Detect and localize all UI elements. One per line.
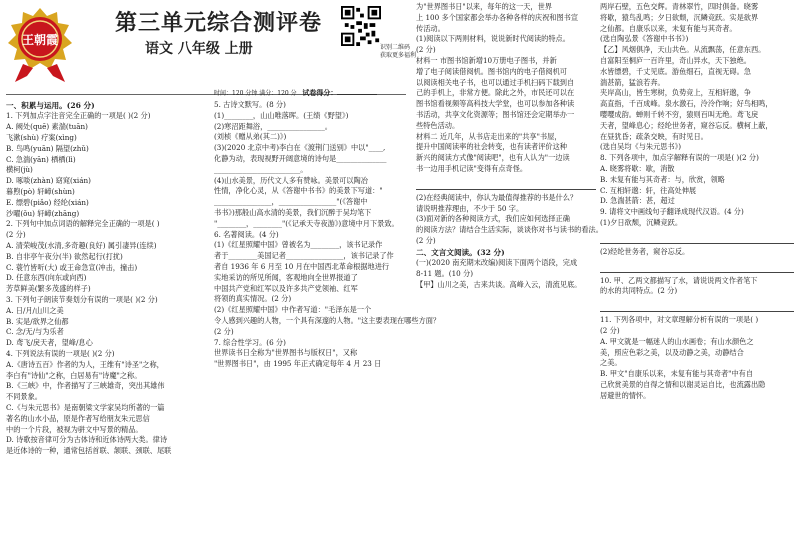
qr-caption <box>380 44 420 60</box>
text-line: A.《唐诗五百》作者的为人，王维有"诗圣"之称， <box>6 359 164 369</box>
text-line: 夹岸高山，皆生寒树，负势竞上，互相轩邈，争 <box>600 88 751 98</box>
text-line: 书活动，共享文化资源等；图书馆还会定期举办一 <box>416 109 575 119</box>
text-line: 的阅读方法？请结合生活实际，谈谈你对书与读书的看法。 <box>416 225 603 235</box>
text-line: 上 100 多个国家都会举办各种各样的庆祝和图书宣 <box>416 12 579 22</box>
text-line: 提升中国阅读率的社会转变，也有读者评价这种 <box>416 142 567 152</box>
text-line: 两岸石壁，五色交辉。青林翠竹，四时俱备。晓雾 <box>600 2 759 11</box>
text-line: (2 分) <box>600 325 620 335</box>
text-line: 书一边用手机记读"变得有点奇怪。 <box>416 163 528 173</box>
text-line: 6. 名著阅读。(4 分) <box>214 229 279 239</box>
text-line: 【甲】山川之美，古来共谈。高峰入云，清流见底。 <box>416 279 582 289</box>
text-line: 中国共产党和红军以及许多共产党领袖、红军 <box>214 283 358 293</box>
answer-blank[interactable] <box>600 232 794 244</box>
text-line: (4)山水美景，历代文人多有赞咏。美景可以陶冶 <box>214 175 368 185</box>
text-line: 著名的山水小品，原是作者写给朋友朱元思信 <box>6 413 150 423</box>
text-line: 高直指，千百成峰。泉水激石，泠泠作响；好鸟相鸣， <box>600 99 773 109</box>
text-line: 美，照应色彩之美，以及动静之美，动静结合 <box>600 347 744 357</box>
text-line: 世界读书日全称为"世界图书与版权日"，又称 <box>214 348 358 358</box>
text-line: A. 晓雾将歇：歇，消散 <box>600 163 675 173</box>
text-line: 2. 下列句中加点词语的解释完全正确的一项是( ) <box>6 219 160 229</box>
text-line: 李白有"诗仙"之称，白居易有"诗魔"之称。 <box>6 370 142 380</box>
text-line: 8-11 题。(10 分) <box>416 268 474 278</box>
answer-blank[interactable] <box>600 300 794 312</box>
text-line: 不同景象。 <box>6 392 42 402</box>
text-line: (2 分) <box>6 230 26 240</box>
text-line: (3)面对新的各种阅读方式，我们应如何选择正确 <box>416 214 570 224</box>
text-line: (一)(2020 南充期末改编)阅读下面两个语段，完成 <box>416 258 578 268</box>
text-line: (选自陶弘景《答谢中书书》) <box>600 34 689 44</box>
text-line: 是近体诗的一种，通常包括首联、颔联、颈联、尾联 <box>6 446 172 456</box>
text-line: C. 急湍(yān) 栖栖(lì) <box>6 154 76 164</box>
text-line: (1)夕日欲颓，沉鳞竞跃。 <box>600 217 683 227</box>
text-line: 传活动。 <box>416 23 445 33</box>
text-line: (选自吴均《与朱元思书》) <box>600 142 682 152</box>
text-line: 暮煦(pò) 轩嶂(shùn) <box>6 186 75 196</box>
text-line: 书书》)那般山高水清的美景，我们沉醉于吴均笔下 <box>214 207 372 217</box>
text-line: 沙曜(ǒu) 轩嶂(zhāng) <box>6 208 80 218</box>
text-line: 的水的共同特点。(2 分) <box>600 286 678 296</box>
text-line: D. 任意东西(向东或向西) <box>6 273 87 283</box>
text-line: (2)寒沼距舞浴，________________。 <box>214 121 332 131</box>
text-line: 8. 下列各项中，加点字解释有误的一项是( )(2 分) <box>600 153 759 163</box>
text-line: 增了电子阅读借阅机。图书馆内的电子借阅机可 <box>416 66 567 76</box>
text-line: C. 念/无/与为乐者 <box>6 327 64 337</box>
text-line: (2)在经典阅读中，你认为最值得推荐的书是什么？ <box>416 192 578 202</box>
text-line: 自富阳至桐庐一百许里，奇山异水，天下独绝。 <box>600 55 751 65</box>
text-line: 横柯(jù) <box>6 165 33 175</box>
text-line: B. 甲文"自康乐以来，未复有能与其奇者"中有自 <box>600 369 754 379</box>
text-line: 飞漱(shù) 疗案(xìng) <box>6 132 77 142</box>
text-line: (1)________，山山唯落晖。(王绩《野望》) <box>214 110 349 120</box>
text-line: B. 自非亭午夜分(半) 欲然起行(打扰) <box>6 251 123 261</box>
text-line: A. 甲文就是一幅迷人的山水画卷；有山水颜色之 <box>600 336 754 346</box>
text-line: 化静为动，表现视野开阔意境的诗句是______________ <box>214 153 387 163</box>
text-line: 材料二 近几年，从书店走出来的"共享"书屋， <box>416 131 562 141</box>
text-line: 10. 甲、乙两文都描写了水，请说说两文作者笔下 <box>600 275 758 285</box>
text-line: 己欣赏美景的自得之情和以谢灵运自比，也流露出隐 <box>600 379 766 389</box>
text-line: (2 分) <box>416 45 436 55</box>
text-line: ________________，________________"(《答谢中 <box>214 197 368 207</box>
qr-caption-line2: 获取更多福利 <box>380 51 417 59</box>
text-line: 芳草鲜美(繁多茂盛的样子) <box>6 284 91 294</box>
text-line: 实地采访的所见所闻，客观地向全世界报道了 <box>214 272 358 282</box>
text-line: (3)(2020 北京中考)李白在《渡荆门送别》中以"____, <box>214 143 386 153</box>
text-line: A. 阙处(quē) 素湍(tuān) <box>6 122 88 132</box>
text-line: 者于________美国记者________________，该书记录了作 <box>214 251 394 261</box>
text-line: 9. 请将文中画线句子翻译成现代汉语。(4 分) <box>600 207 744 217</box>
text-line: D. 急湍甚箭：甚，超过 <box>600 196 675 206</box>
text-line: E. 缥碧(piǎo) 经纶(xián) <box>6 197 89 207</box>
text-line: 新兴的阅读方式像"阅读吧"，也有人认为"一边读 <box>416 153 570 163</box>
text-line: 为"世界图书日"以来，每年的这一天，世界 <box>416 2 552 11</box>
qr-caption-line1: 识别二维码 <box>380 44 411 51</box>
text-line: D. 鸢飞/戾天者，望峰/息心 <box>6 338 93 348</box>
text-line: C. 互相轩邈：轩，往高处伸展 <box>600 185 697 195</box>
text-line: 7. 综合性学习。(6 分) <box>214 337 286 347</box>
text-line: 居避世的情怀。 <box>600 390 651 400</box>
text-line: A. 清荣峻茂(水清,多奇趣(良好) 属引凄异(连续) <box>6 240 157 250</box>
text-line: 之仙都。自康乐以来，未复有能与其奇者。 <box>600 23 737 33</box>
column-1 <box>6 100 204 457</box>
text-line: C.《与朱元思书》是南朝梁文学家吴均所著的一篇 <box>6 402 165 412</box>
text-line: 令人感到兴趣的人物，一个具有深邃的人物。"这主要表现在哪些方面？ <box>214 315 441 325</box>
exam-meta <box>214 88 404 98</box>
text-line: 性情，净化心灵，从《答谢中书书》的美景下写道：" <box>214 186 383 196</box>
text-line: (刘桢《赠从弟(其二)》) <box>214 132 287 142</box>
time-score-info: 时间：120 分钟 满分：120 分 <box>214 90 297 97</box>
text-line: C. 蓑竹皆听(大) 或王命急宣(冲击，撞击) <box>6 262 138 272</box>
text-line: 将歇，猿鸟乱鸣；夕日欲颓，沉鳞竞跃。实是欲界 <box>600 12 759 22</box>
text-line: 天者，望峰息心；经纶世务者，窥谷忘反。横柯上蔽， <box>600 120 773 130</box>
text-line: 4. 下列说法有误的一项是( )(2 分) <box>6 348 115 358</box>
text-line: B. 未复有能与其奇者：与，欣赏，领略 <box>600 174 725 184</box>
text-line: (2)《红星照耀中国》中作者写道："毛泽东是一个 <box>214 305 372 315</box>
text-line: "世界图书日"，由 1995 年正式确定每年 4 月 23 日 <box>214 359 382 369</box>
text-line: 以阅读相关电子书，也可以通过手机扫码下载到自 <box>416 77 575 87</box>
text-line: 请说明推荐理由，不少于 50 字。 <box>416 203 524 213</box>
text-line: 材料一 市图书馆新增10万册电子图书，并新 <box>416 55 557 65</box>
text-line: 湍甚箭，猛浪若奔。 <box>600 77 665 87</box>
text-line: 图书馆看视频等高科技大学堂，也可以参加各种读 <box>416 99 575 109</box>
column-3 <box>416 2 603 291</box>
page-title: 第三单元综合测评卷 <box>115 11 323 36</box>
text-line: D. 诗歌按音律可分为古体诗和近体诗两大类。律诗 <box>6 435 168 445</box>
text-line: 3. 下列句子朗读节奏划分有误的一项是( )(2 分) <box>6 294 158 304</box>
answer-blank[interactable] <box>416 178 596 190</box>
text-line: A. 日/月/山川之美 <box>6 305 64 315</box>
text-line: (2)经纶世务者，窥谷忘反。 <box>600 246 690 256</box>
text-line: 之美。 <box>600 358 622 368</box>
text-line: 在昼犹昏；疏条交映，有时见日。 <box>600 131 708 141</box>
text-line: 者自 1936 年 6 月至 10 月在中国西北革命根据地进行 <box>214 261 390 271</box>
text-line: 中的一个片段，被视为骈文中写景的精品。 <box>6 424 143 434</box>
text-line: "________，________"(《记承天寺夜游》)意境中月下景致。 <box>214 218 399 228</box>
text-line: 【乙】风烟俱净，天山共色。从流飘荡，任意东西。 <box>600 45 766 55</box>
text-line: 5. 古诗文默写。(8 分) <box>214 100 286 109</box>
text-line: 一、积累与运用。(26 分) <box>6 101 95 110</box>
text-line: (1)《红星照耀中国》曾被名为________，该书记录作 <box>214 240 383 250</box>
text-line: (2 分) <box>416 235 436 245</box>
text-line: 11. 下列各项中，对文章理解分析有误的一项是( ) <box>600 315 759 325</box>
column-4 <box>600 2 794 402</box>
brand-logo <box>5 6 75 84</box>
text-line: 嘤嘤成韵。蝉则千转不穷，猿则百叫无绝。鸢飞戾 <box>600 109 759 119</box>
qr-code-icon[interactable] <box>341 6 381 46</box>
text-line: 将领的真实情况。(2 分) <box>214 294 292 304</box>
score-label: 试卷得分： <box>302 88 338 97</box>
text-line: (2 分) <box>214 326 234 336</box>
text-line: 二、文言文阅读。(32 分) <box>416 247 505 257</box>
text-line: 己的手机上，非常方便。除此之外，市民还可以在 <box>416 88 575 98</box>
page-subtitle: 语文 八年级 上册 <box>145 41 253 57</box>
text-line: D. 啄啖(zhàn) 窈窕(xián) <box>6 176 91 186</box>
answer-blank[interactable] <box>600 261 794 273</box>
text-line: 些特色活动。 <box>416 120 460 130</box>
text-line: B. 鸟鸣(yuān) 隔望(zhǔ) <box>6 143 89 153</box>
text-line: (1)阅读以下两则材料，说说新时代阅读的特点。 <box>416 34 570 44</box>
text-line: 水皆缥碧，千丈见底。游鱼细石，直视无碍。急 <box>600 66 751 76</box>
text-line: B.《三峡》中，作者描写了三峡雄奇，突出其雄伟 <box>6 381 165 391</box>
text-line: ________________________。 <box>214 164 308 174</box>
text-line: 1. 下列加点字注音完全正确的一项是( )(2 分) <box>6 111 151 121</box>
text-line: B. 实是/欲界之仙都 <box>6 316 69 326</box>
logo-text: 王朝霞 <box>21 33 59 47</box>
